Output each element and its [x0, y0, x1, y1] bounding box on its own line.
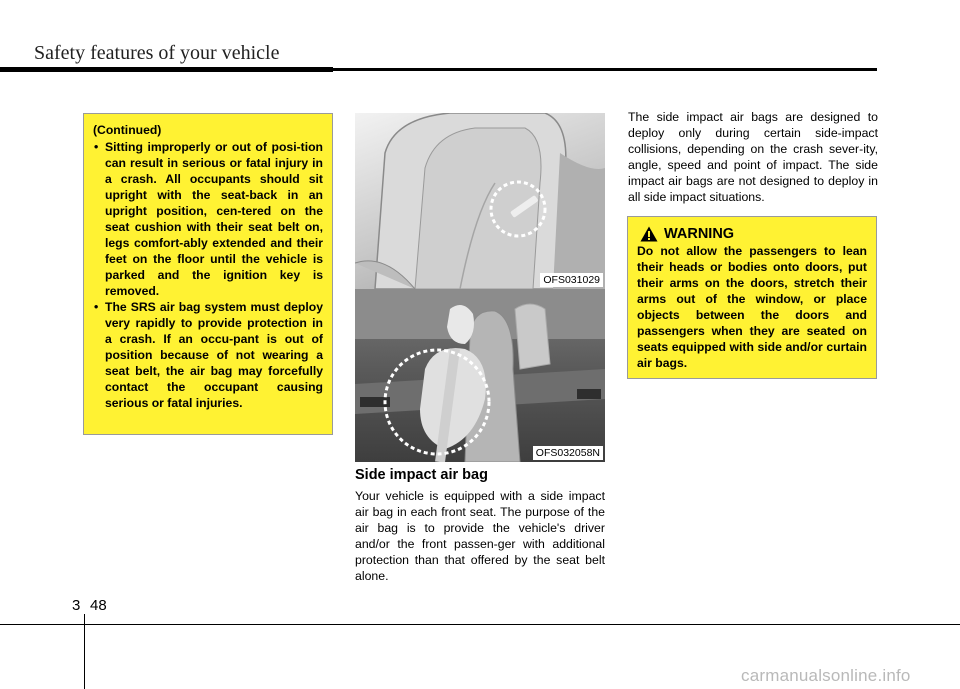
right-column-text: The side impact air bags are designed to deploy only during certain side-impact collisions, depending on the crash sever-ity, angle, speed and point of impact. The side impact air bags are not designed to deploy in all side impact situations. — [628, 110, 878, 204]
warning-title: WARNING — [664, 226, 735, 242]
seat-airbag-figure — [355, 113, 605, 289]
caution-box — [83, 113, 333, 435]
chapter-number: 3 — [72, 597, 81, 614]
section-title: Side impact air bag — [355, 467, 488, 483]
warning-header — [640, 226, 867, 242]
continued-label: (Continued) — [93, 123, 162, 137]
warning-text: Do not allow the passengers to lean their heads or bodies onto doors, put their arms on the doors, stretch their arms out of the window, or place objects between the doors and passengers when they are seated on seats equipped with side and/or curtain air bags. — [637, 244, 867, 370]
side-airbag-deploy-figure — [355, 289, 605, 462]
figure-code: OFS032058N — [533, 446, 603, 460]
warning-box — [627, 216, 877, 379]
section-body: Your vehicle is equipped with a side impact air bag in each front seat. The purpose of the air bag is to provide the vehicle's driver and/or the front passen-ger with additional protection than that offered by the seat belt alone. — [355, 489, 605, 583]
caution-list — [93, 139, 323, 411]
caution-bullet: • The SRS air bag system must deploy very rapidly to provide protection in a crash. If an occu-pant is out of position because of not wearing a seat belt, the air bag may forcefully contact the occupant causing serious or fatal injuries. — [93, 299, 323, 411]
watermark: carmanualsonline.info — [741, 666, 911, 685]
page-header-title: Safety features of your vehicle — [34, 42, 280, 64]
footer-divider — [84, 614, 85, 689]
figure-code: OFS031029 — [540, 273, 603, 287]
deployment-illustration — [355, 289, 605, 462]
seat-illustration — [355, 113, 605, 289]
footer-rule — [0, 624, 960, 625]
warning-triangle-icon — [640, 226, 658, 242]
page-number: 48 — [90, 597, 107, 614]
header-rule — [0, 68, 877, 71]
caution-bullet: • Sitting improperly or out of posi-tion can result in serious or fatal injury in a crash. All occupants should sit upright with the seat-back in an upright position, cen-tered on the seat cushion with their seat belt on, legs comfort-ably extended and their feet on the floor until the vehicle is parked and the ignition key is removed. — [93, 139, 323, 299]
